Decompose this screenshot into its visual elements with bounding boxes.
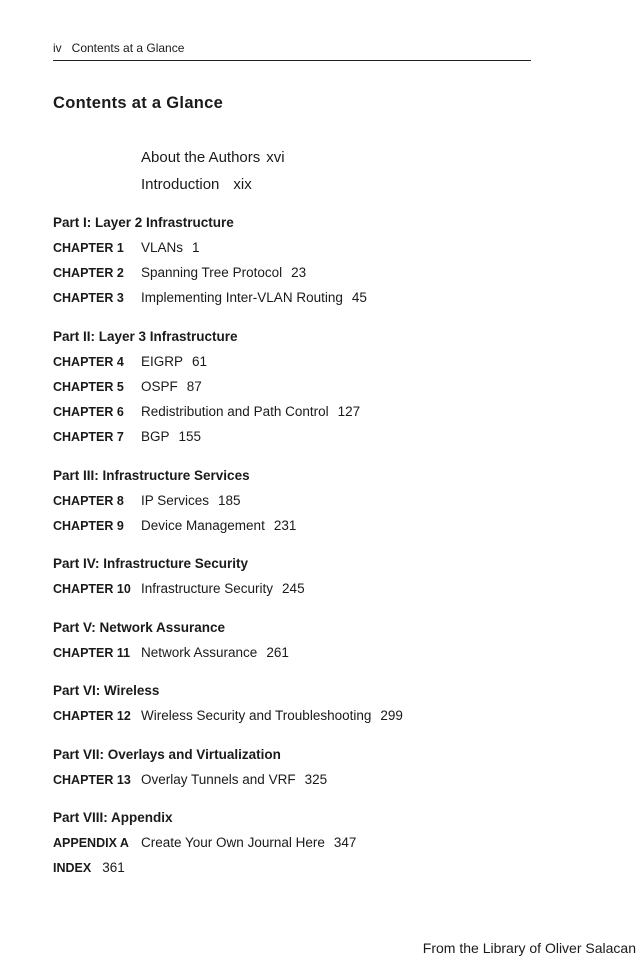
running-head (53, 41, 184, 55)
running-head-folio: iv (53, 41, 62, 55)
footer-library-note: From the Library of Oliver Salacan (422, 940, 636, 956)
chapter-page: 185 (218, 493, 241, 508)
header-rule (53, 60, 531, 61)
chapter-page: 87 (186, 379, 202, 394)
toc-entry-page: xvi (266, 149, 285, 166)
chapter-title: Overlay Tunnels and VRF (141, 772, 296, 787)
running-head-title: Contents at a Glance (71, 41, 185, 55)
chapter-title: Redistribution and Path Control (141, 404, 329, 419)
chapter-label: CHAPTER 13 (53, 773, 131, 787)
toc-entry-chapter-8[interactable] (53, 493, 241, 509)
toc-entry-chapter-1[interactable] (53, 240, 200, 256)
chapter-page: 61 (192, 354, 208, 369)
chapter-label: CHAPTER 9 (53, 519, 124, 533)
part-heading-2: Part II: Layer 3 Infrastructure (53, 329, 238, 344)
chapter-title: Network Assurance (141, 645, 258, 660)
chapter-title: Wireless Security and Troubleshooting (141, 708, 372, 723)
chapter-label: CHAPTER 8 (53, 494, 124, 508)
toc-entry-introduction[interactable] (141, 176, 252, 194)
chapter-page: 45 (351, 290, 367, 305)
chapter-page: 155 (178, 429, 202, 444)
toc-entry-chapter-7[interactable] (53, 429, 201, 445)
toc-entry-index[interactable] (53, 860, 125, 876)
part-heading-8: Part VIII: Appendix (53, 810, 173, 825)
part-heading-6: Part VI: Wireless (53, 683, 160, 698)
toc-entry-chapter-4[interactable] (53, 354, 207, 370)
chapter-label: CHAPTER 10 (53, 582, 131, 596)
chapter-page: 261 (266, 645, 289, 660)
toc-entry-appendix-a[interactable] (53, 835, 356, 851)
chapter-label: CHAPTER 2 (53, 266, 124, 280)
chapter-title: OSPF (141, 379, 178, 394)
toc-entry-chapter-11[interactable] (53, 645, 289, 661)
chapter-page: 361 (102, 860, 125, 875)
chapter-label: CHAPTER 4 (53, 355, 124, 369)
toc-entry-about-authors[interactable] (141, 149, 285, 167)
chapter-title: Create Your Own Journal Here (141, 835, 325, 850)
chapter-label: CHAPTER 7 (53, 430, 124, 444)
toc-entry-title: Introduction (141, 176, 220, 193)
chapter-page: 127 (337, 404, 361, 419)
chapter-page: 1 (192, 240, 200, 255)
chapter-label: INDEX (53, 861, 92, 875)
chapter-label: CHAPTER 12 (53, 709, 131, 723)
chapter-page: 245 (282, 581, 305, 596)
toc-entry-title: About the Authors (141, 149, 261, 166)
chapter-title: Device Management (141, 518, 265, 533)
part-heading-3: Part III: Infrastructure Services (53, 468, 250, 483)
chapter-title: Implementing Inter-VLAN Routing (141, 290, 343, 305)
chapter-page: 347 (333, 835, 357, 850)
toc-entry-chapter-2[interactable] (53, 265, 306, 281)
chapter-label: CHAPTER 5 (53, 380, 124, 394)
part-heading-1: Part I: Layer 2 Infrastructure (53, 215, 234, 230)
chapter-page: 299 (380, 708, 403, 723)
toc-entry-chapter-9[interactable] (53, 518, 296, 534)
chapter-label: CHAPTER 3 (53, 291, 124, 305)
chapter-label: CHAPTER 1 (53, 241, 124, 255)
chapter-title: BGP (141, 429, 170, 444)
toc-entry-chapter-13[interactable] (53, 772, 327, 788)
chapter-label: CHAPTER 11 (53, 646, 131, 660)
chapter-title: VLANs (141, 240, 184, 255)
chapter-title: Infrastructure Security (141, 581, 274, 596)
page-title: Contents at a Glance (53, 94, 224, 112)
toc-entry-chapter-6[interactable] (53, 404, 360, 420)
chapter-page: 23 (291, 265, 307, 280)
chapter-title: EIGRP (141, 354, 184, 369)
chapter-title: Spanning Tree Protocol (141, 265, 283, 280)
part-heading-4: Part IV: Infrastructure Security (53, 556, 249, 571)
toc-entry-chapter-10[interactable] (53, 581, 305, 597)
part-heading-5: Part V: Network Assurance (53, 620, 226, 635)
toc-entry-chapter-12[interactable] (53, 708, 403, 724)
chapter-page: 325 (304, 772, 328, 787)
chapter-label: APPENDIX A (53, 836, 129, 850)
chapter-label: CHAPTER 6 (53, 405, 124, 419)
toc-entry-page: xix (233, 176, 252, 193)
toc-entry-chapter-5[interactable] (53, 379, 202, 395)
chapter-page: 231 (273, 518, 297, 533)
chapter-title: IP Services (141, 493, 210, 508)
toc-entry-chapter-3[interactable] (53, 290, 367, 306)
part-heading-7: Part VII: Overlays and Virtualization (53, 747, 281, 762)
